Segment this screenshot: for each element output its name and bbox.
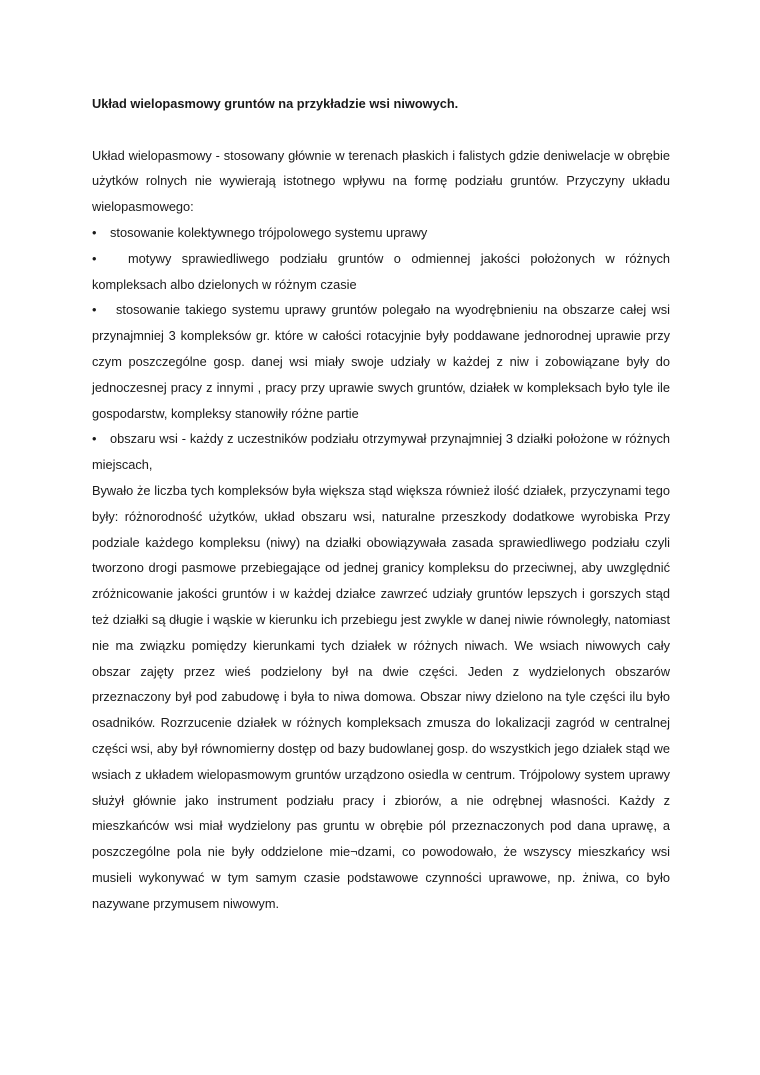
bullet-icon: • [92, 224, 97, 240]
bullet-icon: • [92, 431, 97, 447]
bullet-item-1 [92, 220, 670, 246]
document-page [92, 91, 670, 917]
bullet-item-4 [92, 426, 670, 478]
bullet-item-2 [92, 246, 670, 298]
bullet-text: motywy sprawiedliwego podziału gruntów o odmiennej jakości położonych w różnych kompleksach albo dzielonych w różnym czasie [92, 250, 670, 292]
document-title: Układ wielopasmowy gruntów na przykładzie wsi niwowych. [92, 96, 459, 111]
body-paragraph: Bywało że liczba tych kompleksów była większa stąd większa również ilość działek, przyczynami tego były: różnorodność użytków, układ obszaru wsi, naturalne przeszkody dodatkowe wyrobiska Przy podziale każdego kompleksu (niwy) na działki obowiązywała zasada sprawiedliwego podziału czyli tworzono drogi pasmowe przebiegające od jednej granicy kompleksu do przeciwnej, aby uwzględnić zróżnicowanie jakości gruntów i w każdej działce zawrzeć udziały gruntów lepszych i gorszych stąd też działki są długie i wąskie w kierunku ich przebiegu jest zwykle w danej niwie równoległy, natomiast nie ma związku pomiędzy kierunkami tych działek w różnych niwach. We wsiach niwowych cały obszar zajęty przez wieś podzielony był na dwie części. Jeden z wydzielonych obszarów przeznaczony był pod zabudowę i była to niwa domowa. Obszar niwy dzielono na tyle części ilu było osadników. Rozrzucenie działek w różnych kompleksach zmusza do lokalizacji zagród w centralnej części wsi, aby był równomierny dostęp od bazy budowlanej gosp. do wszystkich jego działek stąd we wsiach z układem wielopasmowym gruntów urządzono osiedla w centrum. Trójpolowy system uprawy służył głównie jako instrument podziału pracy i zbiorów, a nie odrębnej własności. Każdy z mieszkańców wsi miał wydzielony pas gruntu w obrębie pól przeznaczonych pod dana uprawę, a poszczególne pola nie były oddzielone mie¬dzami, co powodowało, że wszyscy mieszkańcy wsi musieli wykonywać w tym samym czasie podstawowe czynności uprawowe, np. żniwa, co było nazywane przymusem niwowym. [92, 482, 670, 911]
bullet-icon: • [92, 302, 97, 318]
bullet-item-3 [92, 297, 670, 426]
bullet-text: stosowanie takiego systemu uprawy gruntów polegało na wyodrębnieniu na obszarze całej wsi przynajmniej 3 kompleksów gr. które w całości rotacyjnie były poddawane jednorodnej uprawie przy czym poszczególne gosp. danej wsi miały swoje udziały w każdej z niw i zobowiązane były do jednoczesnej pracy z innymi , pracy przy uprawie swych gruntów, działek w kompleksach było tyle ile gospodarstw, kompleksy stanowiły różne partie [92, 302, 670, 421]
bullet-icon: • [92, 250, 97, 266]
bullet-text: stosowanie kolektywnego trójpolowego systemu uprawy [110, 224, 428, 240]
intro-paragraph: Układ wielopasmowy - stosowany głównie w terenach płaskich i falistych gdzie deniwelacje w obrębie użytków rolnych nie wywierają istotnego wpływu na formę podziału gruntów. Przyczyny układu wielopasmowego: [92, 147, 670, 215]
bullet-text: obszaru wsi - każdy z uczestników podziału otrzymywał przynajmniej 3 działki położone w różnych miejscach, [92, 431, 670, 473]
